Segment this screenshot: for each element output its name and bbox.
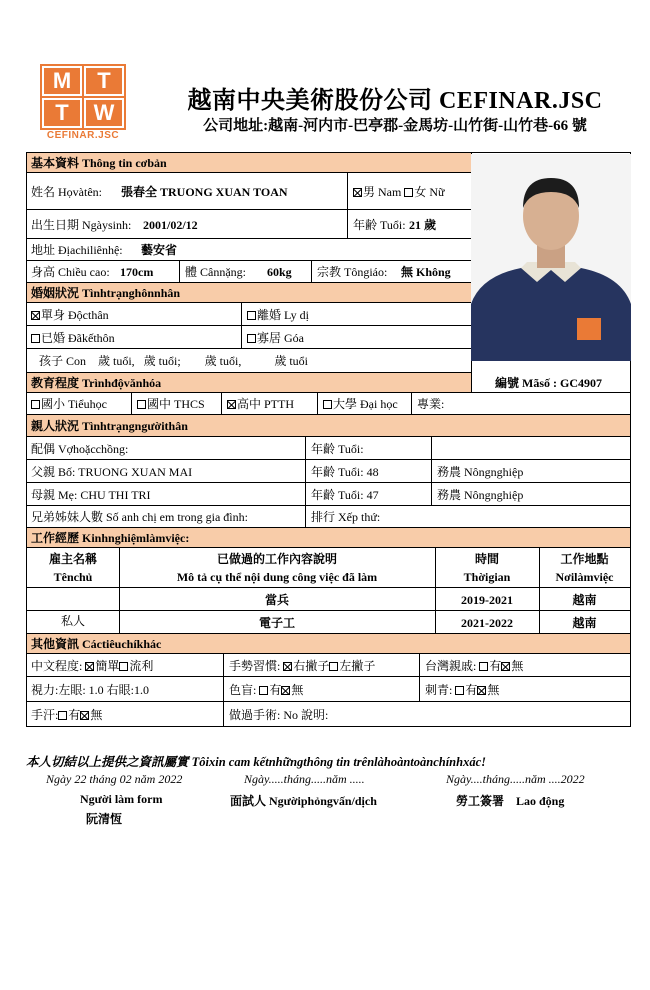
header-employer-vi: Tênchủ [53,570,93,584]
row-education [27,393,630,415]
signature-worker-label: 勞工簽署 Lao động [456,794,565,808]
checkbox-simple[interactable] [85,662,94,671]
spouse-age: 年齡 Tuổi: [311,442,364,456]
checkbox-single[interactable] [31,311,40,320]
children-text: 孩子 Con 歲 tuổi, 歲 tuổi; 歲 tuổi, 歲 tuổi [39,354,309,368]
row-other-3 [27,702,630,726]
row-other-2 [27,677,630,702]
section-title: 基本資料 Thông tin cơbản [31,156,167,170]
section-title: 工作經歷 Kinhnghiệmlàmviệc: [31,531,190,545]
religion-label: 宗教 Tôngiáo: [317,265,388,279]
logo-letter: T [84,66,124,96]
checkbox-taiwan-yes[interactable] [479,662,488,671]
gender-field[interactable] [353,185,445,199]
no-label: 無 [291,683,304,697]
checkbox-male[interactable] [353,188,362,197]
checkbox-right[interactable] [283,662,292,671]
divorced-label: 離婚 Ly dị [257,308,310,322]
header-desc-vi: Mô tả cụ thể nội dung công việc đã làm [176,570,378,584]
header-place: 工作地點 [560,552,609,566]
logo-name: CEFINAR.JSC [46,130,120,141]
company-title: 越南中央美術股份公司 CEFINAR.JSC [187,88,603,114]
checkbox-university[interactable] [323,400,332,409]
section-title: 婚姻狀況 Tìnhtrạnghônnhân [31,286,181,300]
father-info: 父親 Bố: TRUONG XUAN MAI [31,465,193,479]
sweat-label: 手汗: [31,708,59,722]
mother-job: 務農 Nôngnghiệp [437,488,524,502]
row-children [27,349,471,373]
header-time: 時間 [474,552,499,566]
code-value: GC4907 [560,376,602,390]
logo-letter: M [42,66,82,96]
height-value: 170cm [120,265,154,279]
logo-letter: W [84,98,124,128]
university-label: 大學 Đại học [333,397,398,411]
weight-value: 60kg [267,265,292,279]
logo-letter: T [42,98,82,128]
checkbox-sweat-no[interactable] [80,711,89,720]
employer-cell: 私人 [60,614,85,628]
portrait-illustration [471,154,631,361]
checkbox-high[interactable] [227,400,236,409]
header-desc: 已做過的工作內容說明 [216,552,337,566]
row-siblings [27,506,630,528]
address-value: 藝安省 [141,243,178,257]
single-label: 單身 Độcthân [41,308,109,322]
name-label: 姓名 Họvàtên: [31,185,102,199]
university-option[interactable] [323,397,398,411]
dob-label: 出生日期 Ngàysinh: [31,218,132,232]
table-row [27,588,630,611]
yes-label: 有 [269,683,282,697]
header-employer: 雇主名稱 [48,552,97,566]
height-label: 身高 Chiều cao: [31,265,110,279]
hand-label: 手勢習慣: [229,659,281,673]
mother-info: 母親 Mẹ: CHU THI TRI [31,488,151,502]
code-cell [471,373,630,393]
siblings-label: 兄弟姊妹人數 Số anh chị em trong gia đình: [31,510,248,524]
right-label: 右撇子 [293,659,330,673]
company-logo [40,64,126,130]
divorced-option[interactable] [247,308,309,322]
row-marital-2 [27,326,471,349]
checkbox-color-yes[interactable] [259,686,268,695]
checkbox-tattoo-yes[interactable] [455,686,464,695]
age-value: 21 歲 [409,218,437,232]
row-spouse [27,437,630,460]
female-label: 女 Nữ [414,185,445,199]
section-basic [27,153,471,173]
primary-option[interactable] [31,397,107,411]
checkbox-color-no[interactable] [281,686,290,695]
high-label: 高中 PTTH [237,397,295,411]
section-work [27,528,630,548]
signature-form-name: 阮清恆 [86,812,123,826]
header-place-vi: Nơilàmviệc [555,570,614,584]
code-label: 編號 Mãsố : [495,376,560,390]
married-option[interactable] [31,331,115,345]
major-label: 專業: [417,397,445,411]
father-job: 務農 Nôngnghiệp [437,465,524,479]
row-name [27,173,471,210]
checkbox-tattoo-no[interactable] [477,686,486,695]
section-family [27,415,630,437]
application-form [26,152,631,727]
high-option[interactable] [227,397,294,411]
vision-text: 視力:左眼: 1.0 右眼:1.0 [31,683,150,697]
taiwan-label: 台灣親戚: [425,659,477,673]
no-label: 無 [90,708,103,722]
desc-cell: 當兵 [264,593,289,607]
widowed-label: 寡居 Góa [257,331,304,345]
male-label: 男 Nam [363,185,402,199]
work-header [27,548,630,588]
name-value: 張春全 TRUONG XUAN TOAN [121,185,288,199]
colorblind-label: 色盲: [229,683,257,697]
signature-interviewer-label: 面試人 Ngườiphỏngvấn/dịch [230,794,377,808]
section-title: 親人狀況 Tìnhtrạngngườithân [31,419,188,433]
primary-label: 國小 Tiểuhọc [41,397,107,411]
no-label: 無 [511,659,524,673]
chinese-label: 中文程度: [31,659,83,673]
checkbox-widowed[interactable] [247,334,256,343]
single-option[interactable] [31,308,109,322]
left-label: 左撇子 [339,659,376,673]
tattoo-label: 刺青: [425,683,453,697]
section-other [27,634,630,654]
date-interviewer: Ngày.....tháng.....năm ..... [244,772,365,786]
section-marital [27,283,471,303]
checkbox-middle[interactable] [137,400,146,409]
desc-cell: 電子工 [258,616,295,630]
row-marital-1 [27,303,471,326]
checkbox-primary[interactable] [31,400,40,409]
spouse-label: 配偶 Vợhoặcchồng: [31,442,129,456]
address-label: 地址 Địachiliênhệ: [31,243,123,257]
checkbox-left[interactable] [329,662,338,671]
row-physical [27,261,471,283]
age-label: 年齢 Tuổi: [353,218,406,232]
company-address: 公司地址:越南-河内市-巴亭郡-金馬坊-山竹街-山竹巷-66 號 [203,118,587,134]
place-cell: 越南 [572,593,597,607]
checkbox-female[interactable] [404,188,413,197]
declaration: 本人切結以上提供之資訊屬實 Tôixin cam kếtnhữngthông tin trênlàhoàntoànchínhxác! [26,755,486,769]
religion-value: 無 Không [401,265,451,279]
checkbox-taiwan-no[interactable] [501,662,510,671]
no-label: 無 [487,683,500,697]
row-father [27,460,630,483]
section-title: 其他資訊 Cáctiêuchíkhác [31,637,162,651]
married-label: 已婚 Đãkếthôn [41,331,115,345]
time-cell: 2019-2021 [461,593,513,607]
section-title: 教育程度 Trìnhđộvănhóa [31,376,162,390]
date-worker: Ngày....tháng.....năm ....2022 [446,772,585,786]
yes-label: 有 [68,708,81,722]
row-mother [27,483,630,506]
yes-label: 有 [489,659,502,673]
table-row [27,611,630,634]
widowed-option[interactable] [247,331,304,345]
middle-label: 國中 THCS [147,397,205,411]
row-address [27,239,471,261]
date-form: Ngày 22 tháng 02 năm 2022 [46,772,183,786]
row-other-1 [27,654,630,677]
simple-label: 簡單 [95,659,120,673]
order-label: 排行 Xếp thứ: [311,510,381,524]
time-cell: 2021-2022 [461,616,513,630]
checkbox-fluent[interactable] [119,662,128,671]
row-dob [27,210,471,239]
signature-form-label: Người làm form [80,792,163,806]
surgery-text: 做過手術: No 說明: [229,708,329,722]
father-age: 年齡 Tuổi: 48 [311,465,379,479]
place-cell: 越南 [572,616,597,630]
applicant-photo [471,154,631,361]
middle-option[interactable] [137,397,205,411]
section-education [27,373,471,393]
weight-label: 體 Cânnặng: [185,265,246,279]
dob-value: 2001/02/12 [143,218,198,232]
yes-label: 有 [465,683,478,697]
checkbox-sweat-yes[interactable] [58,711,67,720]
checkbox-married[interactable] [31,334,40,343]
header-time-vi: Thờigian [463,570,511,584]
fluent-label: 流利 [129,659,154,673]
checkbox-divorced[interactable] [247,311,256,320]
mother-age: 年齡 Tuổi: 47 [311,488,379,502]
